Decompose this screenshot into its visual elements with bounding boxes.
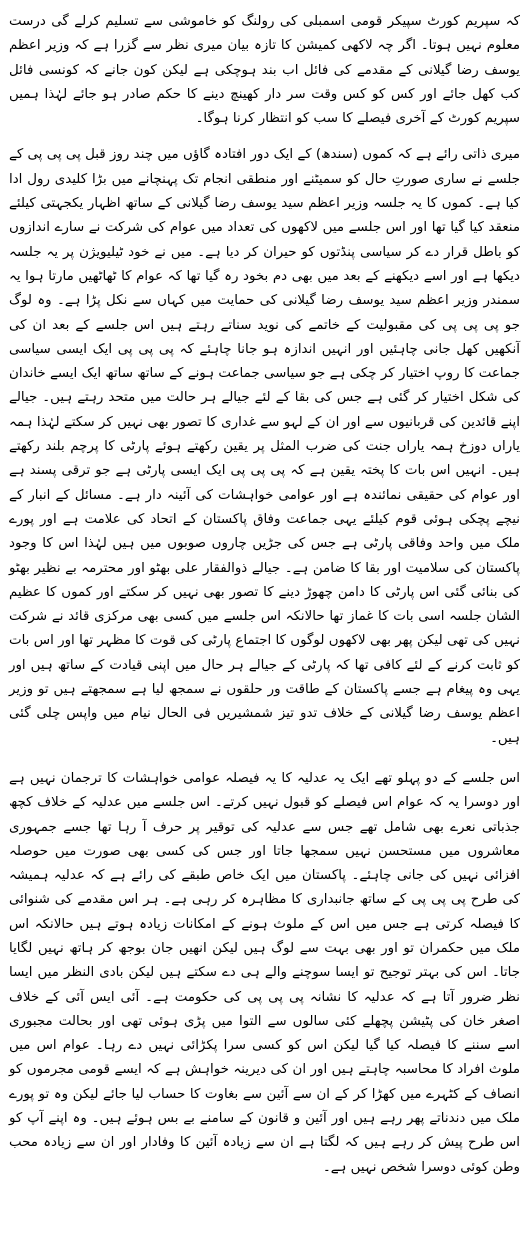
paragraph-1: کہ سپریم کورٹ سپیکر قومی اسمبلی کی رولنگ کو خاموشی سے تسلیم کرلے گی درست معلوم نہیں ہوتا۔ اگر چہ لاکھی کمیشن کا تازہ بیان میری نظر سے گزرا ہے کہ وزیر اعظم یوسف رضا گیلانی کے مقدمے کی فائل اب بند ہوچکی ہے لیکن کون جانے کہ کونسی فائل کب کھل جائے اور کس کو کس وقت سر دار کھینچ دینے کا حکم صادر ہو جائے لہٰذا ہمیں سپریم کورٹ کے آخری فیصلے کا سب کو انتظار کرنا ہوگا۔	[9, 14, 520, 127]
paragraph-2: میری ذاتی رائے ہے کہ کموں (سندھ) کے ایک دور افتادہ گاؤں میں چند روز قبل پی پی پی کے جلسے نے ساری صورتِ حال کو سمیٹنے اور منطقی انجام تک پہنچانے میں بڑا کلیدی رول ادا کیا ہے۔ کموں کا یہ جلسہ وزیر اعظم سید یوسف رضا گیلانی کے ساتھ اظہار یکجہتی کیلئے منعقد کیا گیا تھا اور اس جلسے میں لاکھوں کی تعداد میں عوام کی شرکت نے سارے اندازوں کو باطل قرار دے کر سیاسی پنڈتوں کو حیران کر دیا ہے۔ میں نے خود ٹیلیویژن پر یہ جلسہ دیکھا ہے اور اسے دیکھنے کے بعد میں بھی دم بخود رہ گیا تھا کہ عوام کا ٹھاٹھیں مارتا ہوا یہ سمندر وزیر اعظم سید یوسف رضا گیلانی کی حمایت میں کہاں سے نکل پڑا ہے۔ وہ لوگ جو پی پی پی کی مقبولیت کے خاتمے کی نوید سناتے رہتے ہیں اس جلسے کے بعد ان کی آنکھیں کھل جانی چاہئیں اور انہیں اندازہ ہو جانا چاہئے کہ پی پی پی ایک ایسی سیاسی جماعت کا روپ اختیار کر چکی ہے جو سیاسی جماعت ہونے کے ساتھ ساتھ ایک ایسے خاندان کی شکل اختیار کر گئی ہے جس کی بقا کے لئے جیالے ہر حالت میں متحد رہتے ہیں۔ جیالے اپنے قائدین کی قربانیوں سے اور ان کے لہو سے غداری کا تصور بھی نہیں کر سکتے لہٰذا ہمہ یاراں دوزخ ہمہ یاراں جنت کی ضرب المثل پر یقین رکھتے ہوئے پارٹی کا پرچم بلند رکھتے ہیں۔ انہیں اس بات کا پختہ یقین ہے کہ پی پی پی ایک ایسی پارٹی ہے جو ترقی پسند ہے اور عوام کی حقیقی نمائندہ ہے اور عوامی خواہشات کی آئینہ دار ہے۔ مسائل کے انبار کے نیچے پچکی ہوئی قوم کیلئے یہی جماعت وفاق پاکستان کے اتحاد کی علامت ہے اور پورے ملک میں واحد وفاقی پارٹی ہے جس کی جڑیں چاروں صوبوں میں ہیں لہٰذا اس کا وجود پاکستان کی سلامیت اور بقا کا ضامن ہے۔ جیالے ذوالفقار علی بھٹو اور محترمہ بے نظیر بھٹو کی بنائی گئی اس پارٹی کا دامن چھوڑ دینے کا تصور بھی نہیں کر سکتے اور کموں کا عظیم الشان جلسہ اسی بات کا غماز تھا حالانکہ اس جلسے میں کسی بھی مرکزی قائد نے شرکت نہیں کی تھی لیکن پھر بھی لاکھوں لوگوں کا اجتماع پارٹی کی قوت کا مظہر تھا اور اس بات کو ثابت کرنے کے لئے کافی تھا کہ پارٹی کے جیالے ہر حال میں اپنی قیادت کے ساتھ ہیں اور یہی وہ پیغام ہے جسے پاکستان کے طاقت ور حلقوں نے سمجھ لیا ہے سمجھتے ہیں تو وزیر اعظم یوسف رضا گیلانی کے خلاف تدو تیز شمشیریں فی الحال نیام میں واپس چلی گئی ہیں۔	[9, 147, 520, 746]
paragraph-3: اس جلسے کے دو پہلو تھے ایک یہ عدلیہ کا یہ فیصلہ عوامی خواہشات کا ترجمان نہیں ہے اور دوسرا یہ کہ عوام اس فیصلے کو قبول نہیں کرتے۔ اس جلسے میں عدلیہ کے خلاف کچھ جذباتی نعرے بھی شامل تھے جس سے عدلیہ کی توقیر پر حرف آ رہا تھا جسے جمہوری معاشروں میں مستحسن نہیں سمجھا جاتا اور جس کی کسی بھی صورت میں حوصلہ افزائی نہیں کی جانی چاہئے۔ پاکستان میں ایک خاص طبقے کی رائے ہے کہ عدلیہ ہمیشہ کی طرح پی پی پی کے ساتھ جانبداری کا مظاہرہ کر رہی ہے۔ ہر اس مقدمے کی شنوائی کا فیصلہ کرتی ہے جس میں اس کے ملوث ہونے کے امکانات زیادہ ہوتے ہیں حالانکہ اس ملک میں حکمران تو اور بھی بہت سے لوگ ہیں لیکن انھیں جان بوجھ کر ہاتھ نہیں لگایا جاتا۔ اس کی بہتر توجیح تو ایسا سوچنے والے ہی دے سکتے ہیں لیکن بادی النظر میں ایسا نظر ضرور آتا ہے کہ عدلیہ کا نشانہ پی پی پی کی حکومت ہے۔ آئی ایس آئی کے خلاف اصغر خان کی پٹیشن پچھلے کئی سالوں سے التوا میں پڑی ہوئی تھی اور بحالت مجبوری اسے سننے کا فیصلہ کیا گیا لیکن اس کو کسی سرا پکڑائی نہیں دے رہا۔ عوام اس میں ملوث افراد کا محاسبہ چاہتے ہیں اور ان کی دیرینہ خواہش ہے کہ ایسے قومی مجرموں کو انصاف کے کٹہرے میں کھڑا کر کے ان سے آئین سے بغاوت کا حساب لیا جائے لیکن وہ تو پورے ملک میں دندناتے پھر رہے ہیں اور آئین و قانون کے سامنے بے بس ہوئے ہیں۔ وہ اپنے آپ کو اس طرح پیش کر رہے ہیں کہ لگتا ہے ان سے زیادہ آئین کا وفادار اور ان سے زیادہ محب وطن کوئی دوسرا شخص نہیں ہے۔	[9, 770, 520, 1175]
